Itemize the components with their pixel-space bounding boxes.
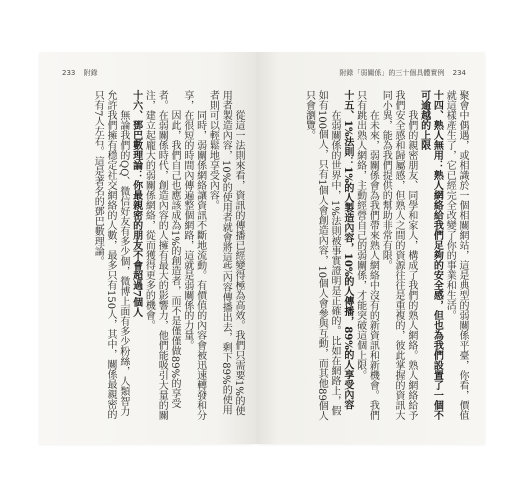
running-title: 附錄「弱關係」的三十個具體實例 — [339, 69, 445, 77]
paragraph: 因此，我們自己也應該成為1%的創造者，而不是僅僅做89%的享受者。在弱關係時代，創造內容的人擁有最大的影響力，他們能吸引大量的關注，建立起龐大的弱關係網絡，從而獲得更多的機會。 — [143, 90, 181, 420]
right-running-head — [339, 68, 466, 78]
running-title: 附錄 — [83, 69, 98, 77]
right-page — [256, 52, 484, 444]
left-page — [40, 52, 256, 444]
left-running-head — [62, 68, 98, 78]
page-number: 234 — [452, 69, 466, 77]
section-heading: 十五、1%法則：1%的人製造內容，10%的人傳播，89%的人享受內容 — [341, 90, 353, 410]
left-page-body — [52, 90, 244, 422]
page-number: 233 — [62, 69, 76, 77]
continued-paragraph: 聚會中偶遇，或相識於一個相關網站，這是典型的弱關係平臺，你看，價值就這樣產生了，它已經完全改變了你的事業和生活。 — [444, 90, 468, 420]
paragraph: 我們的親密朋友、同學和家人，構成了我們的熟人網絡。熟人網絡給予我們安全感和歸屬感，但熟人之間的資源往往是重複的，彼此掌握的資訊大同小異，能為我們提供的幫助非常有限。 — [380, 90, 417, 420]
section-heading: 十六、鄧巴數理論：你最親密的朋友不會超過7個人 — [130, 90, 142, 317]
paragraph: 無論我們的QQ、微信好友有多少個，微博上面有多少粉絲，人類智力允許我們擁有穩定社交網絡的人數，最多只有150人，其中，關係最親密的只有7人左右。這是著名的鄧巴數理論。 — [92, 90, 129, 420]
paragraph: 在未來，弱關係會為我們帶來熟人網絡中沒有的新資訊和新機會。我們只有跳出熟人網絡，主動經營自己的弱關係，才能突破這個上限。 — [354, 90, 379, 420]
paragraph: 在弱關係的世界中，1%法則被事實證明是正確的。比如在網路上，假如有100個人，只有1個人會創造內容，10個人會參與互動，而其他89個人只會瀏覽。 — [303, 90, 341, 421]
paragraph: 同時，弱關係網絡讓資訊不斷地流動。有價值的內容會被迅速轉發和分享，在很短的時間內傳遍整個網路，這就是弱關係的力量。 — [181, 90, 206, 420]
right-page-body — [288, 90, 468, 422]
section-heading: 十四、熟人無用：熟人網絡給我們足夠的安全感，但也為我們設置了一個不可逾越的上限 — [418, 90, 443, 420]
book-spread — [40, 52, 484, 444]
paragraph: 從這一法則來看，資訊的傳播已經變得極為高效。我們只需要1%的使用者製造內容，10%的使用者就會將這些內容傳播出去，剩下89%的使用者則可以輕鬆地享受內容。 — [207, 90, 244, 416]
